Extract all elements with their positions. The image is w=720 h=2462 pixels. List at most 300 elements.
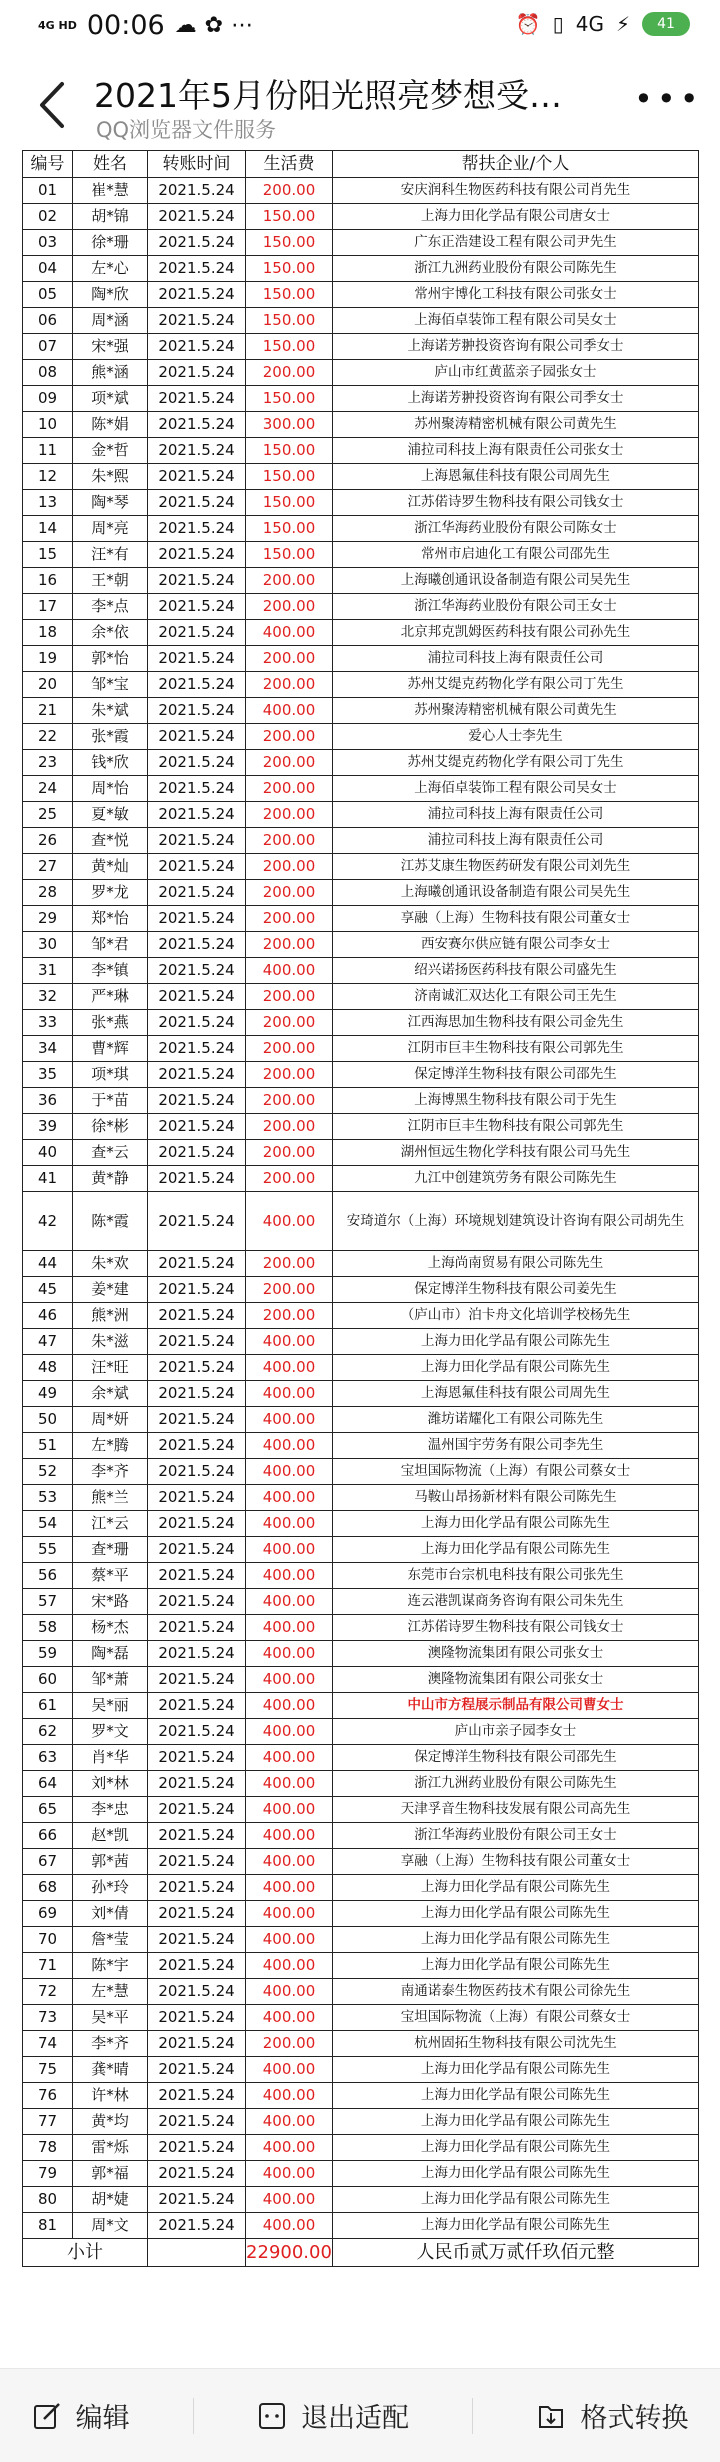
- table-row: [23, 1062, 699, 1088]
- table-row: [23, 464, 699, 490]
- more-options-button[interactable]: [634, 80, 703, 120]
- cell-date: 2021.5.24: [148, 178, 246, 204]
- table-row: [23, 1010, 699, 1036]
- cell-sponsor: 江阴市巨丰生物科技有限公司郭先生: [333, 1114, 699, 1140]
- cell-fee: 150.00: [246, 230, 333, 256]
- cell-no: 13: [23, 490, 73, 516]
- cell-name: 邹*君: [73, 932, 148, 958]
- cell-date: 2021.5.24: [148, 698, 246, 724]
- cell-no: 40: [23, 1140, 73, 1166]
- cell-sponsor: 温州国宇劳务有限公司李先生: [333, 1433, 699, 1459]
- cell-date: 2021.5.24: [148, 516, 246, 542]
- cell-name: 李*镇: [73, 958, 148, 984]
- cell-no: 33: [23, 1010, 73, 1036]
- cell-name: 邹*宝: [73, 672, 148, 698]
- table-row: [23, 1901, 699, 1927]
- edit-button[interactable]: [32, 2396, 130, 2435]
- cell-sponsor: 浙江九洲药业股份有限公司陈先生: [333, 1771, 699, 1797]
- cell-date: 2021.5.24: [148, 1303, 246, 1329]
- cell-no: 32: [23, 984, 73, 1010]
- table-row: [23, 542, 699, 568]
- cell-date: 2021.5.24: [148, 984, 246, 1010]
- cell-sponsor: 常州市启迪化工有限公司邵先生: [333, 542, 699, 568]
- table-row: [23, 1823, 699, 1849]
- cell-sponsor: 天津孚音生物科技发展有限公司高先生: [333, 1797, 699, 1823]
- table-row: [23, 1166, 699, 1192]
- cell-name: 汪*有: [73, 542, 148, 568]
- cell-no: 07: [23, 334, 73, 360]
- cell-fee: 400.00: [246, 2213, 333, 2239]
- cell-fee: 200.00: [246, 646, 333, 672]
- cell-no: 51: [23, 1433, 73, 1459]
- cell-name: 周*怡: [73, 776, 148, 802]
- cell-no: 54: [23, 1511, 73, 1537]
- cell-no: 45: [23, 1277, 73, 1303]
- cell-sponsor: 澳隆物流集团有限公司张女士: [333, 1641, 699, 1667]
- cell-date: 2021.5.24: [148, 1927, 246, 1953]
- cell-no: 53: [23, 1485, 73, 1511]
- cell-name: 陶*琴: [73, 490, 148, 516]
- cell-date: 2021.5.24: [148, 1459, 246, 1485]
- cell-sponsor: 上海力田化学品有限公司陈先生: [333, 2213, 699, 2239]
- cell-sponsor: 上海力田化学品有限公司陈先生: [333, 1953, 699, 1979]
- cell-name: 左*慧: [73, 1979, 148, 2005]
- cell-sponsor: 九江中创建筑劳务有限公司陈先生: [333, 1166, 699, 1192]
- cell-fee: 400.00: [246, 1979, 333, 2005]
- cell-name: 黄*灿: [73, 854, 148, 880]
- cell-fee: 400.00: [246, 1667, 333, 1693]
- cell-sponsor: 上海力田化学品有限公司陈先生: [333, 1537, 699, 1563]
- cell-name: 陶*磊: [73, 1641, 148, 1667]
- back-arrow-icon: [30, 78, 74, 132]
- cell-sponsor: 杭州固拓生物科技有限公司沈先生: [333, 2031, 699, 2057]
- cell-no: 48: [23, 1355, 73, 1381]
- cell-date: 2021.5.24: [148, 1771, 246, 1797]
- cell-name: 郭*福: [73, 2161, 148, 2187]
- cell-fee: 400.00: [246, 1927, 333, 1953]
- cell-date: 2021.5.24: [148, 1849, 246, 1875]
- cell-date: 2021.5.24: [148, 2109, 246, 2135]
- cell-name: 周*妍: [73, 1407, 148, 1433]
- cell-sponsor: 上海力田化学品有限公司陈先生: [333, 2083, 699, 2109]
- cell-date: 2021.5.24: [148, 1901, 246, 1927]
- table-row: [23, 1485, 699, 1511]
- cell-fee: 200.00: [246, 672, 333, 698]
- cell-name: 姜*建: [73, 1277, 148, 1303]
- cell-fee: 400.00: [246, 1407, 333, 1433]
- table-row: [23, 620, 699, 646]
- table-row: [23, 672, 699, 698]
- cell-sponsor: 上海力田化学品有限公司陈先生: [333, 1901, 699, 1927]
- cell-fee: 200.00: [246, 906, 333, 932]
- cell-name: 孙*玲: [73, 1875, 148, 1901]
- cell-date: 2021.5.24: [148, 2135, 246, 2161]
- cell-fee: 400.00: [246, 1823, 333, 1849]
- cell-name: 许*林: [73, 2083, 148, 2109]
- table-row: [23, 1329, 699, 1355]
- table-row: [23, 724, 699, 750]
- cell-no: 25: [23, 802, 73, 828]
- cell-date: 2021.5.24: [148, 2031, 246, 2057]
- cell-fee: 400.00: [246, 698, 333, 724]
- cell-date: 2021.5.24: [148, 1615, 246, 1641]
- table-row: [23, 256, 699, 282]
- cell-sponsor: 宝坦国际物流（上海）有限公司蔡女士: [333, 1459, 699, 1485]
- table-row: [23, 1979, 699, 2005]
- cell-sponsor: 澳隆物流集团有限公司张女士: [333, 1667, 699, 1693]
- cell-date: 2021.5.24: [148, 542, 246, 568]
- cell-no: 36: [23, 1088, 73, 1114]
- cell-sponsor: 上海尚南贸易有限公司陈先生: [333, 1251, 699, 1277]
- cell-sponsor: 东莞市台宗机电科技有限公司张先生: [333, 1563, 699, 1589]
- table-row: [23, 1303, 699, 1329]
- cell-no: 62: [23, 1719, 73, 1745]
- header-date: 转账时间: [148, 151, 246, 178]
- cell-no: 47: [23, 1329, 73, 1355]
- more-notifications-icon: ⋯: [231, 13, 254, 38]
- table-row: [23, 1192, 699, 1251]
- cell-date: 2021.5.24: [148, 906, 246, 932]
- cell-date: 2021.5.24: [148, 1485, 246, 1511]
- cell-fee: 400.00: [246, 1849, 333, 1875]
- cell-fee: 400.00: [246, 1485, 333, 1511]
- cell-name: 王*朝: [73, 568, 148, 594]
- cell-date: 2021.5.24: [148, 1355, 246, 1381]
- cell-no: 65: [23, 1797, 73, 1823]
- cell-sponsor: 西安赛尔供应链有限公司李女士: [333, 932, 699, 958]
- toolbar-divider: [193, 2398, 194, 2434]
- cell-no: 42: [23, 1192, 73, 1251]
- table-row: [23, 568, 699, 594]
- table-row: [23, 2083, 699, 2109]
- cell-fee: 300.00: [246, 412, 333, 438]
- cell-no: 57: [23, 1589, 73, 1615]
- cell-fee: 200.00: [246, 594, 333, 620]
- cell-sponsor: 爱心人士李先生: [333, 724, 699, 750]
- cell-sponsor: 上海佰卓装饰工程有限公司吴女士: [333, 776, 699, 802]
- table-row: [23, 750, 699, 776]
- cell-sponsor: 上海博黑生物科技有限公司于先生: [333, 1088, 699, 1114]
- cell-fee: 400.00: [246, 2109, 333, 2135]
- cell-no: 63: [23, 1745, 73, 1771]
- cell-name: 余*斌: [73, 1381, 148, 1407]
- cell-date: 2021.5.24: [148, 1114, 246, 1140]
- cell-sponsor: 安琦道尔（上海）环境规划建筑设计咨询有限公司胡先生: [333, 1192, 699, 1251]
- table-row: [23, 932, 699, 958]
- cell-sponsor: （庐山市）泊卡舟文化培训学校杨先生: [333, 1303, 699, 1329]
- exit-adapt-button[interactable]: [257, 2396, 409, 2435]
- cell-fee: 400.00: [246, 620, 333, 646]
- cell-date: 2021.5.24: [148, 620, 246, 646]
- cell-date: 2021.5.24: [148, 1537, 246, 1563]
- cell-fee: 200.00: [246, 854, 333, 880]
- cell-fee: 200.00: [246, 1251, 333, 1277]
- cell-fee: 150.00: [246, 256, 333, 282]
- cell-name: 吴*丽: [73, 1693, 148, 1719]
- cell-sponsor: 享融（上海）生物科技有限公司董女士: [333, 1849, 699, 1875]
- cell-sponsor: 江阴市巨丰生物科技有限公司郭先生: [333, 1036, 699, 1062]
- toolbar-divider: [472, 2398, 473, 2434]
- cell-sponsor: 苏州聚涛精密机械有限公司黄先生: [333, 698, 699, 724]
- cell-no: 19: [23, 646, 73, 672]
- table-row: [23, 984, 699, 1010]
- format-convert-button[interactable]: [536, 2396, 688, 2435]
- cell-no: 39: [23, 1114, 73, 1140]
- cell-name: 熊*兰: [73, 1485, 148, 1511]
- cell-fee: 400.00: [246, 1615, 333, 1641]
- cell-sponsor: 马鞍山昂扬新材料有限公司陈先生: [333, 1485, 699, 1511]
- cell-name: 胡*锦: [73, 204, 148, 230]
- cell-fee: 200.00: [246, 360, 333, 386]
- cell-name: 赵*凯: [73, 1823, 148, 1849]
- cell-fee: 150.00: [246, 438, 333, 464]
- cell-sponsor: 保定博洋生物科技有限公司邵先生: [333, 1745, 699, 1771]
- table-row: [23, 282, 699, 308]
- cell-fee: 400.00: [246, 1537, 333, 1563]
- cell-fee: 400.00: [246, 1329, 333, 1355]
- table-row: [23, 2161, 699, 2187]
- cell-no: 02: [23, 204, 73, 230]
- cell-name: 朱*斌: [73, 698, 148, 724]
- cell-fee: 400.00: [246, 2083, 333, 2109]
- cell-fee: 400.00: [246, 1381, 333, 1407]
- cell-no: 27: [23, 854, 73, 880]
- cell-no: 26: [23, 828, 73, 854]
- cell-fee: 400.00: [246, 2005, 333, 2031]
- cell-date: 2021.5.24: [148, 2083, 246, 2109]
- cell-name: 郭*茜: [73, 1849, 148, 1875]
- cell-name: 江*云: [73, 1511, 148, 1537]
- cell-name: 周*亮: [73, 516, 148, 542]
- cell-sponsor: 常州宇博化工科技有限公司张女士: [333, 282, 699, 308]
- cell-name: 徐*珊: [73, 230, 148, 256]
- cell-no: 10: [23, 412, 73, 438]
- cell-date: 2021.5.24: [148, 1563, 246, 1589]
- table-row: [23, 1771, 699, 1797]
- cell-name: 夏*敏: [73, 802, 148, 828]
- cell-sponsor: 上海诺芳翀投资咨询有限公司季女士: [333, 386, 699, 412]
- cell-name: 郭*怡: [73, 646, 148, 672]
- cell-name: 熊*洲: [73, 1303, 148, 1329]
- cell-fee: 400.00: [246, 1875, 333, 1901]
- cell-fee: 200.00: [246, 802, 333, 828]
- cell-fee: 150.00: [246, 334, 333, 360]
- cell-no: 55: [23, 1537, 73, 1563]
- table-row: [23, 2213, 699, 2239]
- cell-no: 34: [23, 1036, 73, 1062]
- table-row: [23, 1251, 699, 1277]
- cell-sponsor: 保定博洋生物科技有限公司姜先生: [333, 1277, 699, 1303]
- cell-fee: 200.00: [246, 724, 333, 750]
- cell-date: 2021.5.24: [148, 464, 246, 490]
- cell-date: 2021.5.24: [148, 828, 246, 854]
- cell-sponsor: 上海曦创通讯设备制造有限公司吴先生: [333, 568, 699, 594]
- cell-no: 64: [23, 1771, 73, 1797]
- cell-sponsor: 上海力田化学品有限公司陈先生: [333, 2057, 699, 2083]
- cell-no: 31: [23, 958, 73, 984]
- table-row: [23, 646, 699, 672]
- cell-sponsor: 上海恩氟佳科技有限公司周先生: [333, 464, 699, 490]
- cell-date: 2021.5.24: [148, 1192, 246, 1251]
- cell-name: 詹*莹: [73, 1927, 148, 1953]
- table-row: [23, 334, 699, 360]
- cell-name: 查*珊: [73, 1537, 148, 1563]
- table-row: [23, 1459, 699, 1485]
- cell-no: 22: [23, 724, 73, 750]
- cell-date: 2021.5.24: [148, 724, 246, 750]
- cell-name: 查*云: [73, 1140, 148, 1166]
- cell-no: 21: [23, 698, 73, 724]
- cell-date: 2021.5.24: [148, 282, 246, 308]
- cell-sponsor: 浙江华海药业股份有限公司王女士: [333, 594, 699, 620]
- cell-sponsor: 上海力田化学品有限公司陈先生: [333, 1355, 699, 1381]
- cell-fee: 400.00: [246, 1355, 333, 1381]
- cell-fee: 150.00: [246, 308, 333, 334]
- cell-date: 2021.5.24: [148, 958, 246, 984]
- document-title: 2021年5月份阳光照亮梦想受…: [94, 76, 562, 115]
- table-row: [23, 204, 699, 230]
- cell-fee: 200.00: [246, 880, 333, 906]
- table-row: [23, 1719, 699, 1745]
- network-label: 4G: [575, 12, 604, 36]
- cell-name: 曹*辉: [73, 1036, 148, 1062]
- table-row: [23, 698, 699, 724]
- total-amount-words: 人民币贰万贰仟玖佰元整: [333, 2239, 699, 2267]
- table-row: [23, 1114, 699, 1140]
- cell-date: 2021.5.24: [148, 1797, 246, 1823]
- vibrate-icon: ▯: [552, 12, 564, 36]
- cell-date: 2021.5.24: [148, 1010, 246, 1036]
- table-row: [23, 1797, 699, 1823]
- cell-date: 2021.5.24: [148, 932, 246, 958]
- cell-sponsor: 绍兴诺扬医药科技有限公司盛先生: [333, 958, 699, 984]
- table-row: [23, 802, 699, 828]
- cell-fee: 200.00: [246, 1036, 333, 1062]
- cell-sponsor: 广东正浩建设工程有限公司尹先生: [333, 230, 699, 256]
- cell-fee: 400.00: [246, 1719, 333, 1745]
- cell-date: 2021.5.24: [148, 360, 246, 386]
- table-row: [23, 2031, 699, 2057]
- cell-no: 74: [23, 2031, 73, 2057]
- cell-date: 2021.5.24: [148, 490, 246, 516]
- cell-date: 2021.5.24: [148, 256, 246, 282]
- cell-sponsor: 庐山市红黄蓝亲子园张女士: [333, 360, 699, 386]
- cell-no: 41: [23, 1166, 73, 1192]
- cell-date: 2021.5.24: [148, 1166, 246, 1192]
- cell-fee: 200.00: [246, 984, 333, 1010]
- cell-fee: 400.00: [246, 1797, 333, 1823]
- cell-no: 58: [23, 1615, 73, 1641]
- table-row: [23, 880, 699, 906]
- cell-fee: 200.00: [246, 1114, 333, 1140]
- cell-date: 2021.5.24: [148, 1140, 246, 1166]
- cell-fee: 400.00: [246, 1511, 333, 1537]
- cell-sponsor: 江西海思加生物科技有限公司金先生: [333, 1010, 699, 1036]
- cell-sponsor: 保定博洋生物科技有限公司邵先生: [333, 1062, 699, 1088]
- table-row: [23, 438, 699, 464]
- cell-date: 2021.5.24: [148, 646, 246, 672]
- table-row: [23, 1693, 699, 1719]
- table-row: [23, 2109, 699, 2135]
- notification-icons: [175, 13, 253, 38]
- cell-fee: 400.00: [246, 1192, 333, 1251]
- cell-name: 黄*静: [73, 1166, 148, 1192]
- back-button[interactable]: [30, 78, 74, 132]
- cell-name: 朱*滋: [73, 1329, 148, 1355]
- cell-no: 24: [23, 776, 73, 802]
- cell-fee: 200.00: [246, 750, 333, 776]
- battery-indicator: 41: [642, 12, 690, 36]
- more-dots-icon: •••: [634, 80, 703, 118]
- table-row: [23, 1355, 699, 1381]
- cell-sponsor: 江苏偌诗罗生物科技有限公司钱女士: [333, 490, 699, 516]
- cell-no: 49: [23, 1381, 73, 1407]
- cell-date: 2021.5.24: [148, 880, 246, 906]
- cell-date: 2021.5.24: [148, 672, 246, 698]
- cell-name: 查*悦: [73, 828, 148, 854]
- cell-name: 李*忠: [73, 1797, 148, 1823]
- cell-sponsor: 享融（上海）生物科技有限公司董女士: [333, 906, 699, 932]
- cell-no: 81: [23, 2213, 73, 2239]
- cell-date: 2021.5.24: [148, 308, 246, 334]
- cell-date: 2021.5.24: [148, 1693, 246, 1719]
- cell-sponsor: 中山市方程展示制品有限公司曹女士: [333, 1693, 699, 1719]
- table-row: [23, 1849, 699, 1875]
- cell-date: 2021.5.24: [148, 1381, 246, 1407]
- cell-fee: 400.00: [246, 1433, 333, 1459]
- cell-no: 08: [23, 360, 73, 386]
- cell-fee: 200.00: [246, 568, 333, 594]
- cell-no: 11: [23, 438, 73, 464]
- table-row: [23, 1745, 699, 1771]
- cell-name: 刘*林: [73, 1771, 148, 1797]
- cell-no: 61: [23, 1693, 73, 1719]
- cell-no: 59: [23, 1641, 73, 1667]
- cell-sponsor: 上海力田化学品有限公司陈先生: [333, 1329, 699, 1355]
- cell-no: 50: [23, 1407, 73, 1433]
- cell-sponsor: 浙江华海药业股份有限公司陈女士: [333, 516, 699, 542]
- cell-date: 2021.5.24: [148, 2057, 246, 2083]
- cell-sponsor: 济南诚汇双达化工有限公司王先生: [333, 984, 699, 1010]
- cell-no: 67: [23, 1849, 73, 1875]
- document-subtitle: QQ浏览器文件服务: [96, 118, 277, 142]
- table-row: [23, 1615, 699, 1641]
- cell-date: 2021.5.24: [148, 1088, 246, 1114]
- cell-no: 79: [23, 2161, 73, 2187]
- cell-sponsor: 江苏偌诗罗生物科技有限公司钱女士: [333, 1615, 699, 1641]
- cell-name: 龚*晴: [73, 2057, 148, 2083]
- table-row: [23, 2135, 699, 2161]
- cell-name: 陶*欣: [73, 282, 148, 308]
- cell-fee: 200.00: [246, 1303, 333, 1329]
- cell-name: 罗*龙: [73, 880, 148, 906]
- cell-sponsor: 苏州艾缇克药物化学有限公司丁先生: [333, 672, 699, 698]
- header-no: 编号: [23, 151, 73, 178]
- cell-name: 宋*路: [73, 1589, 148, 1615]
- cell-date: 2021.5.24: [148, 438, 246, 464]
- cell-sponsor: 浦拉司科技上海有限责任公司: [333, 802, 699, 828]
- cell-no: 35: [23, 1062, 73, 1088]
- edit-icon: [32, 2401, 62, 2431]
- table-row: [23, 490, 699, 516]
- cell-name: 徐*彬: [73, 1114, 148, 1140]
- cell-sponsor: 庐山市亲子园李女士: [333, 1719, 699, 1745]
- cell-name: 周*文: [73, 2213, 148, 2239]
- cell-sponsor: 南通诺泰生物医药技术有限公司徐先生: [333, 1979, 699, 2005]
- document-content[interactable]: [22, 150, 698, 2267]
- cell-sponsor: 上海曦创通讯设备制造有限公司吴先生: [333, 880, 699, 906]
- cell-date: 2021.5.24: [148, 1745, 246, 1771]
